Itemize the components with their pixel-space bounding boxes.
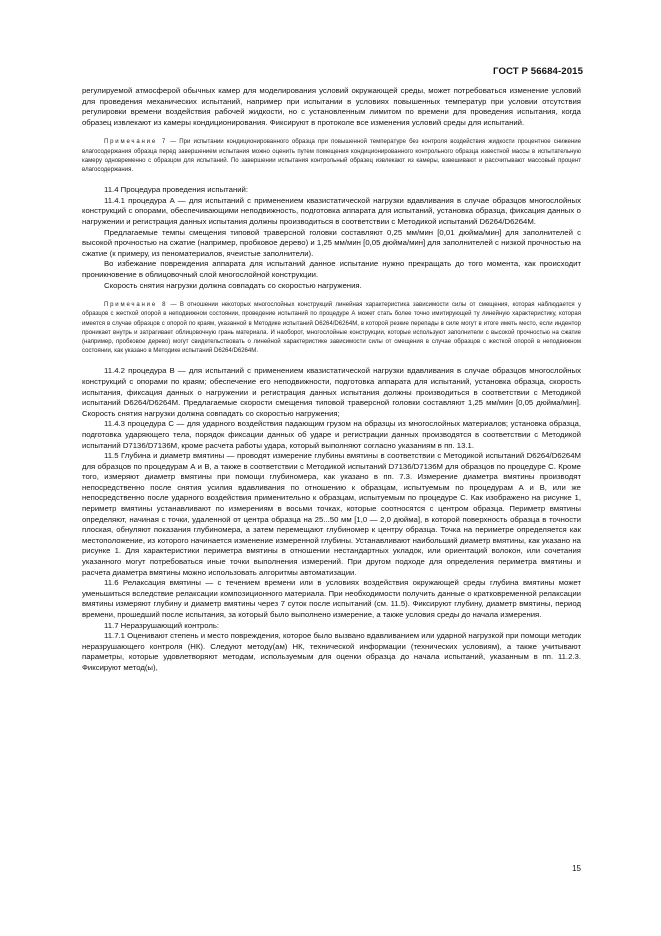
- note-7-text: — При испытании кондиционированного образца при повышенной температуре без контроля воздействия жидкости процентное снижение влагосодержания образца перед завершением испытания можно оценить путем помещения кондиционированного контрольного образца известной массы в испытательную камеру одновременно с образцом для испытаний. По завершении испытания контрольный образец извлекают из камеры, взвешивают и рассчитывают массовый процент влагосодержания.: [82, 139, 581, 173]
- page-number: 15: [572, 864, 581, 873]
- paragraph-rates: Предлагаемые темпы смещения типовой траверсной головки составляют 0,25 мм/мин [0,01 дюйма/мин] для заполнителей с высокой прочностью на сжатие (например, пробковое дерево) и 1,25 мм/мин [0,05 дюйма/мин] для заполнителей с низкой прочностью на сжатие (к примеру, из пеноматериалов, ячеистые заполнители).: [82, 227, 581, 258]
- paragraph-avoid-damage: Во избежание повреждения аппарата для испытаний данное испытание нужно прекращать до того момента, как происходит проникновение в облицовочный слой многослойной конструкции.: [82, 259, 581, 279]
- section-11-4-3: 11.4.3 процедура С — для ударного воздействия падающим грузом на образцы из многослойных материалов; установка образца, подготовка ударяющего тела, порядок фиксации данных об ударе и регистрации данных производятся в соответствии с Методикой испытаний D7136/D7136M, кроме расчета работы удара, который выполняют согласно указаниям в пп. 13.1.: [82, 419, 581, 450]
- page-body: [82, 86, 581, 674]
- note-7-label: Примечание 7: [104, 139, 168, 146]
- section-11-4: 11.4 Процедура проведения испытаний:: [104, 185, 249, 195]
- document-header: ГОСТ Р 56684-2015: [493, 66, 583, 77]
- note-7: [82, 138, 581, 175]
- note-8: [82, 301, 581, 356]
- section-11-4-1: 11.4.1 процедура А — для испытаний с применением квазистатической нагрузки вдавливания в случае образцов многослойных конструкций с опорами, обеспечивающими неподвижность, подготовка аппарата для испытаний, установка образца, фиксация данных о нагружении и регистрация данных испытания должны производиться в соответствии с Методикой испытаний D6264/D6264M.: [82, 195, 581, 226]
- note-8-label: Примечание 8: [104, 302, 168, 309]
- note-8-text: — В отношении некоторых многослойных конструкций линейная характеристика зависимости силы от смещения, которая наблюдается у образцов с жесткой опорой в неподвижном состоянии, проведение испытаний по процедуре А может стать более точно имитирующей ту линейную характеристику, которая имеется в случае образцов с опорой по краям, указанной в Методике испытаний D6264/D6264M, в которой резкие перепады в силе могут в итоге иметь место, если индентор проникает внутрь и затрагивает облицовочную грань материала. И наоборот, многослойные конструкции, которые используют заполнители с высокой прочностью на сжатие (например, пробковое дерево) могут свидетельствовать о линейной характеристике зависимости силы от смещения в случае образцов с жесткой опорой в неподвижном состоянии, как указано в Методике испытаний D6264/D6264M.: [82, 302, 581, 355]
- paragraph-unload-speed: Скорость снятия нагрузки должна совпадать со скоростью нагружения.: [104, 280, 362, 290]
- section-11-6: 11.6 Релаксация вмятины — с течением времени или в условиях воздействия окружающей среды глубина вмятины может уменьшиться вследствие релаксации композиционного материала. При необходимости получить данные о кратковременной релаксации вмятины измеряют глубину и диаметр вмятины через 7 суток после испытаний (см. 11.5). Фиксируют глубину, диаметр вмятины, период времени, прошедший после испытания, за который было выполнено измерение, а также условия среды до начала измерения.: [82, 578, 581, 619]
- section-11-4-2: 11.4.2 процедура В — для испытаний с применением квазистатической нагрузки вдавливания в случае образцов многослойных конструкций с опорами по краям; обеспечение его неподвижности, подготовка аппарата для испытаний, установка образца, скорость испытания, фиксация данных о нагружении и регистрация данных испытания должны производиться в соответствии с Методикой испытаний D6264/D6264M. Предлагаемые скорости смещения типовой траверсной головки составляют 1,25 мм/мин [0,05 дюйма/мин]. Скорость снятия нагрузки должна совпадать со скоростью нагружения;: [82, 366, 581, 418]
- section-11-7: 11.7 Неразрушающий контроль:: [104, 620, 220, 630]
- section-11-7-1: 11.7.1 Оценивают степень и место повреждения, которое было вызвано вдавливанием или ударной нагрузкой при помощи методик неразрушающего контроля (НК). Следуют методу(ам) НК, технической информации (технических условиям), а также учитывают параметры, которые удовлетворяют методам, используемым для оценки образца до начала испытаний, указанным в пп. 11.2.3. Фиксируют метод(ы),: [82, 631, 581, 672]
- section-11-5: 11.5 Глубина и диаметр вмятины — проводят измерение глубины вмятины в соответствии с Методикой испытаний D6264/D6264M для образцов по процедурам А и В, а также в соответствии с Методикой испытаний D7136/D7136M для образцов по процедуре С. Кроме того, измеряют диаметр вмятины при помощи глубиномера, как указано в пп. 7.3. Измерение диаметра вмятины производят непосредственно после снятия усилия вдавливания по отношению к образцам, испытуемым по процедурам А и В, или же непосредственно после ударного воздействия применительно к образцам, испытуемым по процедуре С. Как изображено на рисунке 1, периметр вмятины устанавливают по измерениям в восьми точках, которые соотносятся с центром образца. Периметр вмятины определяют, начиная с точки, удаленной от центра образца на 25...50 мм [1,0 — 2,0 дюйма], в которой поверхность образца в точности плоская, обнуляют показания глубиномера, а затем перемещают глубиномер к центру образца. Точка на периметре определяется как местоположение, из которого начинается изменение измеренной глубины. Устанавливают наибольший диаметр вмятины, как указано на рисунке 1. Для характеристики периметра вмятины в отношении нестандартных укладок, или ориентаций волокон, или сочетания указанного могут потребоваться иные точки выполнения измерений. При другом подходе для определения периметра вмятины и расчета диаметра вмятины можно использовать алгоритмы автоматизации.: [82, 451, 581, 577]
- paragraph-conditioning: регулируемой атмосферой обычных камер для моделирования условий окружающей среды, может потребоваться изменение условий для проведения механических испытаний, например при испытании в условиях повышенных температур при условии отсутствия регулировки времени воздействия рабочей жидкости, но с установленным лимитом по времени для проведения испытания, когда образец извлекают из камеры кондиционирования. Фиксируют в протоколе все изменения условий среды для испытаний.: [82, 86, 581, 127]
